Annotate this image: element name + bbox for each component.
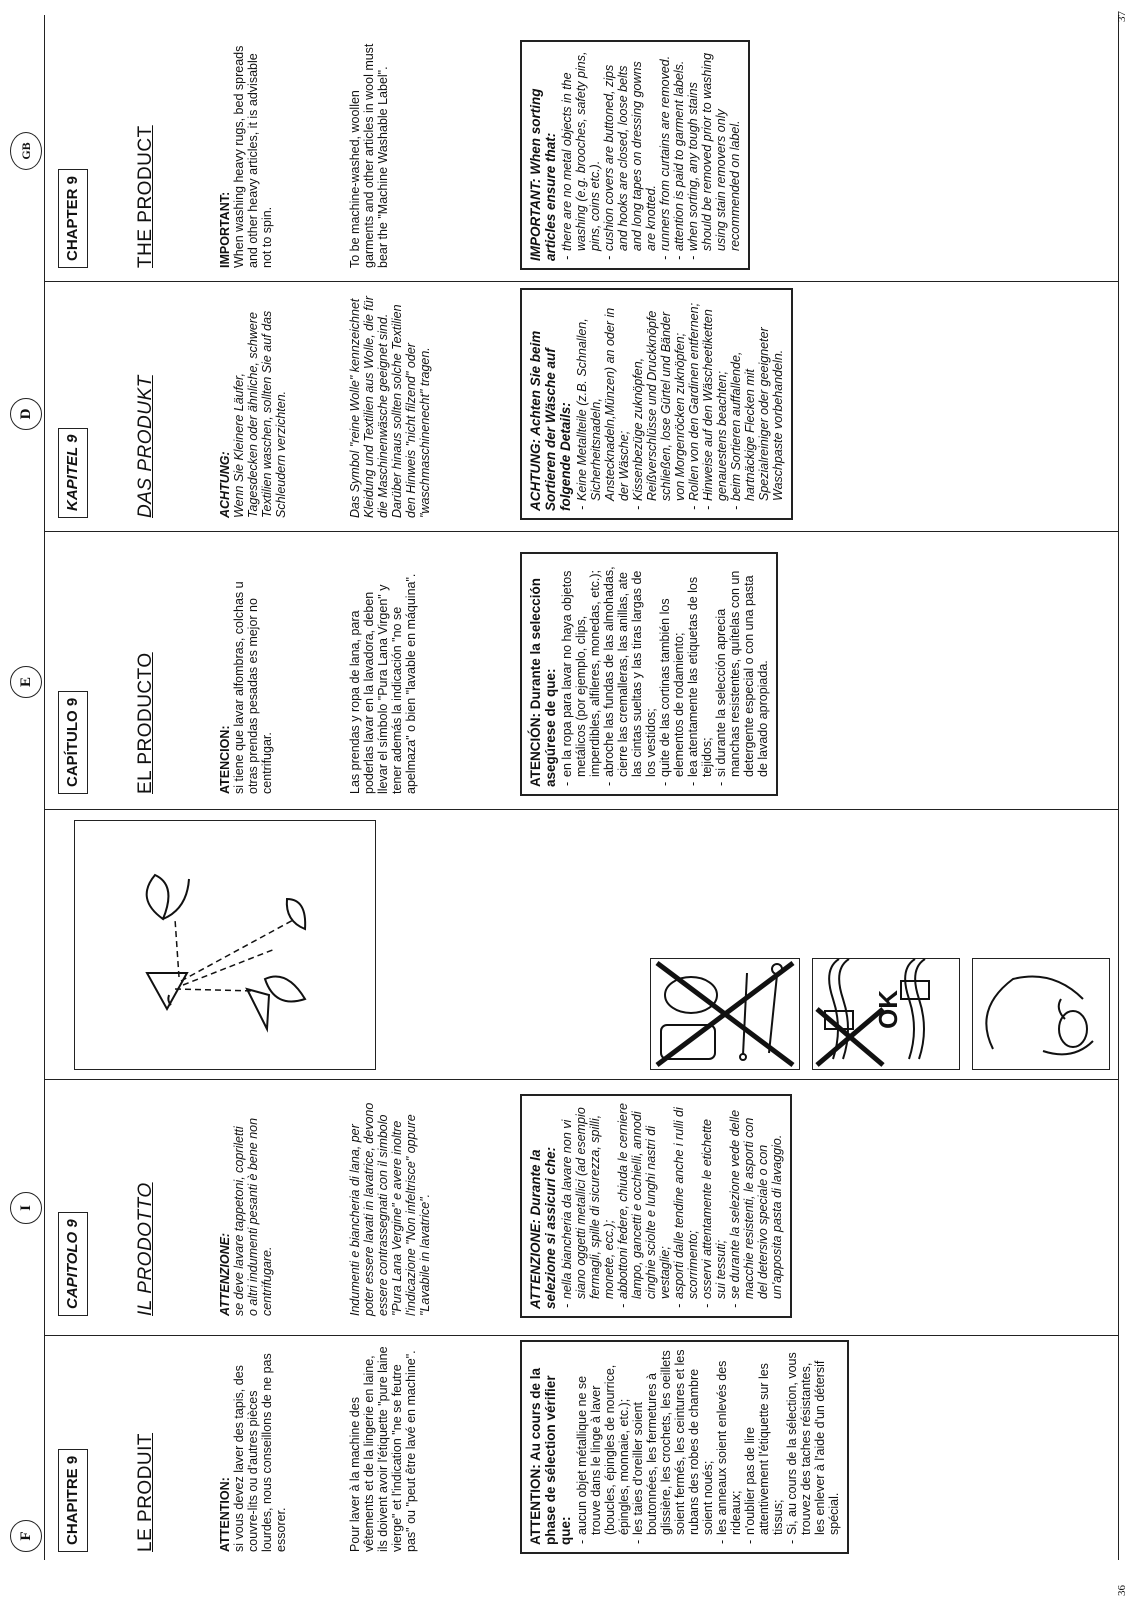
note-label: ATTENTION: (218, 1477, 232, 1552)
column-f (0, 1338, 1132, 1560)
section-title: EL PRODUCTO (135, 652, 156, 794)
column-e (0, 534, 1132, 808)
note (218, 44, 274, 268)
zips-illustration (812, 958, 960, 1070)
wool-symbol-drawing (75, 821, 375, 1069)
language-flag: E (10, 666, 42, 698)
box-heading: ATTENZIONE: Durante la selezione si assicuri che: (528, 1146, 558, 1309)
column-gb (0, 10, 1132, 280)
note-text: Wenn Sie Kleinere Läufer, Tagesdecken oder ähnliche, schwere Textilien waschen, sollten Sie auf das Schleudern verzichten. (232, 310, 288, 518)
box-item: - when sorting, any tough stains should be removed prior to washing using stain removers only recommended on label. (686, 49, 742, 251)
note-text: si tiene que lavar alfombras, colchas u otras prendas pesadas es mejor no centrifugar. (232, 581, 274, 794)
sorting-box (520, 288, 793, 520)
stain-treatment-illustration (972, 958, 1110, 1070)
chapter-label: CAPITOLO 9 (58, 1212, 88, 1316)
page-number-right: 37 (1116, 11, 1128, 22)
box-item: - Keine Metallteile (z.B. Schnallen, Sicherheitsnadeln, Anstecknadeln,Münzen) an oder in der Wäsche; (575, 297, 631, 501)
box-item: - les anneaux soient enlevés des rideaux; (715, 1349, 743, 1535)
column-divider (44, 1079, 1118, 1080)
box-item: - Hinweise auf den Wäscheetiketten genauestens beachten; (701, 297, 729, 501)
note (218, 1116, 274, 1316)
page-number-left: 36 (1116, 1585, 1128, 1596)
wool-text: Pour laver à la machine des vêtements et de la lingerie en laine, ils doivent avoir l'étiquette "pure laine vierge" et l'indication "ne se feutre pas" ou "peut être lavé en machine". (348, 1346, 418, 1552)
box-item: - cushion covers are buttoned, zips and hooks are closed, loose belts and long tapes on dressing gowns are knotted. (602, 49, 658, 251)
box-item: - nella biancheria da lavare non vi siano oggetti metallici (ad esempio fermagli, spille di sicurezza, spilli, monete, ecc.); (560, 1103, 616, 1299)
box-item: - quite de las cortinas también los elementos de rodamiento; (658, 561, 686, 777)
chapter-label: CAPÍTULO 9 (58, 691, 88, 794)
column-divider (44, 281, 1118, 282)
note (218, 300, 288, 518)
box-heading: ACHTUNG: Achten Sie beim Sortieren der Wäsche auf folgende Details: (528, 330, 573, 511)
language-flag: GB (10, 132, 42, 170)
sorting-box (520, 1094, 792, 1318)
section-title: DAS PRODUKT (135, 375, 156, 518)
wool-text: Das Symbol "reine Wolle" kennzeichnet Kleidung und Textilien aus Wolle, die für die Maschinenwäsche geeignet sind. Darüber hinaus sollten solche Textilien den Hinweis "nicht filzend" oder "waschmaschinenecht" tragen. (348, 296, 432, 518)
note-text: se deve lavare tappetoni, copriletti o altri indumenti pesanti è bene non centrifugare. (232, 1117, 274, 1316)
illustrations-column (0, 812, 1132, 1078)
box-item: - se durante la selezione vede delle macchie resistenti, le asporti con del detersivo speciale o con un'apposita pasta di lavaggio. (728, 1103, 784, 1299)
chapter-label: CHAPTER 9 (58, 169, 88, 268)
note-label: ATENCION: (218, 725, 232, 794)
section-title: LE PRODUIT (135, 1432, 156, 1552)
wool-text: Indumenti e biancheria di lana, per poter essere lavati in lavatrice, devono essere contrassegnati con il simbolo "Pura Lana Vergine" e avere inoltre l'indicazione "Non infeltrisce" oppure "Lavabile in lavatrice". (348, 1102, 432, 1316)
column-divider (44, 809, 1118, 810)
box-item: - Si, au cours de la sélection, vous trouvez des taches résistantes, les enlever à l'aide d'un détersif spécial. (785, 1349, 841, 1535)
box-item: - aucun objet métallique ne se trouve dans le linge à laver (boucles, épingles de nourrice, épingles, monnaie, etc.); (575, 1349, 631, 1535)
box-item: - Rollen von den Gardinen entfernen; (687, 297, 701, 501)
box-item: - runners from curtains are removed. (658, 49, 672, 251)
note-label: ATTENZIONE: (218, 1232, 232, 1316)
metal-objects-illustration (650, 958, 800, 1070)
language-flag: D (10, 398, 42, 430)
note (218, 574, 274, 794)
box-item: - attention is paid to garment labels. (672, 49, 686, 251)
ok-label: OK (873, 990, 903, 1029)
note-text: When washing heavy rugs, bed spreads and other heavy articles, it is advisable not to spin. (232, 45, 274, 268)
sorting-box (520, 1340, 849, 1554)
note-label: IMPORTANT: (218, 191, 232, 268)
chapter-label: CHAPITRE 9 (58, 1449, 88, 1552)
box-item: - asporti dalle tendine anche i rulli di scorrimento; (672, 1103, 700, 1299)
column-divider (44, 1335, 1118, 1336)
box-item: - n'oublier pas de lire attentivement l'étiquette sur les tissus; (743, 1349, 785, 1535)
sorting-box (520, 40, 750, 270)
column-i (0, 1082, 1132, 1334)
box-heading: IMPORTANT: When sorting articles ensure that: (528, 88, 558, 261)
box-item: - abbottoni federe, chiuda le cerniere lampo, gancetti e occhielli, annodi cinghie sciolte e lunghi nastri di vestaglie; (616, 1103, 672, 1299)
box-heading: ATTENTION: Au cours de la phase de sélection vérifier que: (528, 1367, 573, 1545)
sorting-box (520, 552, 778, 796)
note (218, 1346, 288, 1552)
box-item: - en la ropa para lavar no haya objetos metálicos (por ejemplo, clips, imperdibles, alfileres, monedas, etc.); (560, 561, 602, 777)
box-item: - osservi attentamente le etichette sui tessuti; (700, 1103, 728, 1299)
section-title: IL PRODOTTO (135, 1182, 156, 1316)
chapter-label: KAPITEL 9 (58, 428, 88, 518)
column-divider (44, 531, 1118, 532)
box-item: - there are no metal objects in the washing (e.g. brooches, safety pins, pins, coins etc.). (560, 49, 602, 251)
box-item: - abroche las fundas de las almohadas, cierre las cremalleras, las anillas, ate las cintas sueltas y las tiras largas de los vestidos; (602, 561, 658, 777)
stain-treatment-drawing (973, 959, 1109, 1069)
box-item: - si durante la selección aprecia manchas resistentes, quítelas con un detergente especial o con una pasta de lavado apropiada. (714, 561, 770, 777)
note-text: si vous devez laver des tapis, des couvre-lits ou d'autres pièces lourdes, nous conseillons de ne pas essorer. (232, 1353, 288, 1552)
box-item: - beim Sortieren auffallende, hartnäckige Flecken mit Spezialreiniger oder geeigneter Waschpaste vorbehandeln. (729, 297, 785, 501)
column-d (0, 284, 1132, 530)
note-label: ACHTUNG: (218, 451, 232, 518)
box-item: - les taies d'oreiller soient boutonnées, les fermetures à glissière, les crochets, les oeillets soient fermés, les ceintures et les rubans des robes de chambre soient noués; (631, 1349, 715, 1535)
wool-text: To be machine-washed, woollen garments and other articles in wool must bear the "Machine Washable Label". (348, 43, 390, 268)
box-heading: ATENCIÓN: Durante la selección asegúrese de que: (528, 577, 558, 787)
box-item: - Kissenbezüge zuknöpfen, Reißverschlüsse und Druckknöpfe schließen, lose Gürtel und Bänder von Morgenröcken zuknöpfen; (631, 297, 687, 501)
zips-drawing (813, 959, 959, 1069)
language-flag: I (10, 1192, 42, 1224)
box-item: - lea atentamente las etiquetas de los tejidos; (686, 561, 714, 777)
metal-objects-drawing (651, 959, 799, 1069)
wool-text: Las prendas y ropa de lana, para poderlas lavar en la lavadora, deben llevar el símbolo "Pura Lana Virgen" y tener además la indicación "no se apelmaza" o bien "lavable en máquina". (348, 573, 418, 794)
language-flag: F (10, 1520, 42, 1552)
section-title: THE PRODUCT (135, 125, 156, 268)
wool-symbol-illustration (74, 820, 376, 1070)
